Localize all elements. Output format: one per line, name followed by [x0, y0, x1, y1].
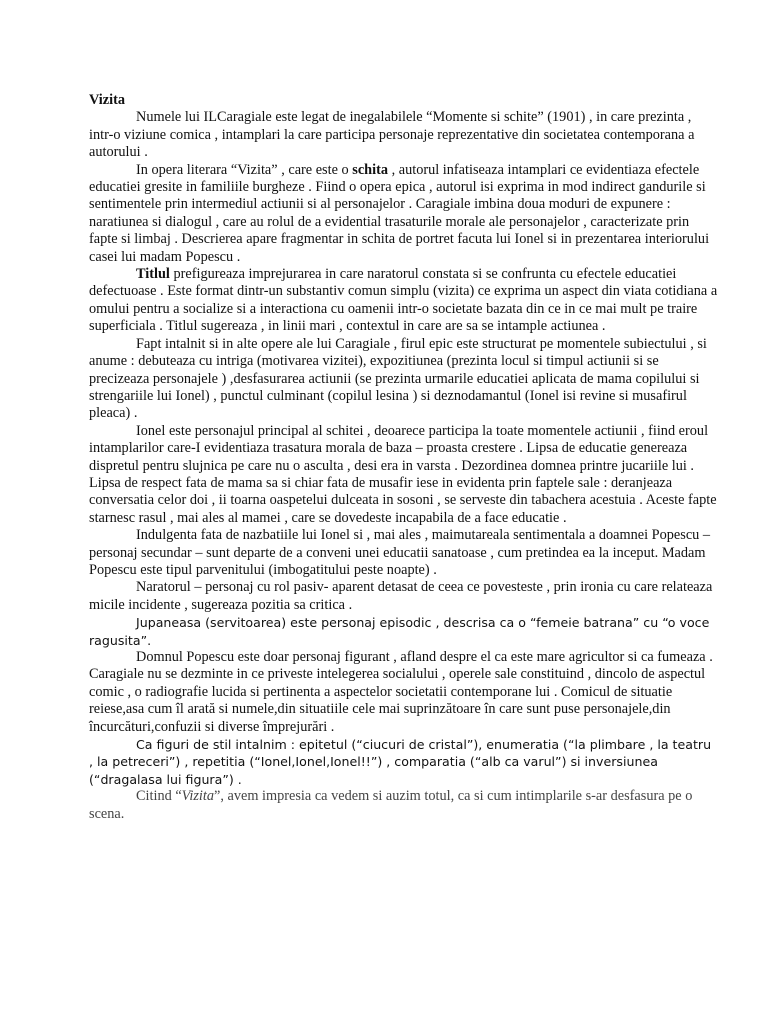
paragraph-genre-text-b: , autorul infatiseaza intamplari ce evidentiaza efectele educatiei gresite in familiile burgheze . Fiind o opera epica , autorul isi exprima in mod indirect gandurile si sentimentele prin intermediul actiunii si al personajelor . Caragiale imbina doua moduri de expunere : naratiunea si dialogul , care au rolul de a evidential trasaturile morale ale personajelor , caracterizate prin fapte si limbaj . Descrierea apare fragmentar in schita de portret facuta lui Ionel si in prezentarea interiorului casei lui madam Popescu . [89, 161, 710, 265]
paragraph-title-text: prefigureaza imprejurarea in care naratorul constata si se confrunta cu efectele educatiei defectuoase . Este format dintr-un substantiv comun simplu (vizita) ce exprima un aspect din viata cotidiana a omului pentru a socialize si a interactiona cu oamenii intr-o societate bazata din ce in ce mai mult pe traire superficiala . Titlul sugereaza , in linii mari , contextul in care are sa se intample actiunea . [89, 266, 718, 335]
paragraph-closing-text-a: Citind “ [136, 788, 182, 805]
paragraph-plot: Fapt intalnit si in alte opere ale lui Caragiale , firul epic este structurat pe momentele subiectului , si anume : debuteaza cu intriga (motivarea vizitei), expozitiunea (prezinta locul si timpul actiunii si se precizeaza personajele ) ,desfasurarea actiunii (se prezinta urmarile educatiei aplicata de mama copilului si strengariile lui Ionel) , punctul culminant (copilul lesina ) si deznodamantul (Ionel isi revine si musafirul pleaca) . [89, 335, 707, 422]
paragraph-narrator: Naratorul – personaj cu rol pasiv- aparent detasat de ceea ce povesteste , prin ironia cu care relateaza micile incidente , sugereaza pozitia sa critica . [89, 579, 713, 613]
paragraph-genre-text-a: In opera literara “Vizita” , care este o [136, 161, 353, 178]
document-body [89, 92, 719, 823]
paragraph-figures-of-speech: Ca figuri de stil intalnim : epitetul (“ciucuri de cristal”), enumeratia (“la plimbare , la teatru , la petreceri”) , repetitia (“Ionel,Ionel,Ionel!!”) , comparatia (“alb ca varul”) si inversiunea (“dragalasa lui figura”) . [89, 737, 712, 787]
paragraph-mr-popescu: Domnul Popescu este doar personaj figurant , afland despre el ca este mare agricultor si ca fumeaza . [136, 649, 713, 665]
paragraph-genre [89, 162, 719, 266]
paragraph-servant: Jupaneasa (servitoarea) este personaj episodic , descrisa ca o “femeie batrana” cu “o voce ragusita”. [89, 615, 710, 648]
paragraph-intro: Numele lui ILCaragiale este legat de inegalabilele “Momente si schite” (1901) , in care prezinta , intr-o viziune comica , intamplari la care participa personaje reprezentative din societatea contemporana a autorului . [89, 109, 695, 161]
paragraph-conclusion: Caragiale nu se dezminte in ce priveste intelegerea socialului , operele sale constituind , dincolo de aspectul comic , o radiografie lucida si pertinenta a aspectelor societatii contemporane lui . Comicul de situatie reiese,asa cum îl arată si numele,din situatiile cele mai suprinzătoare în care sunt puse personajele,din încurcături,confuzii si diverse împrejurări . [89, 666, 706, 735]
paragraph-closing [89, 788, 719, 823]
paragraph-closing-text-b: ”, avem impresia ca vedem si auzim totul, ca si cum intimplarile s-ar desfasura pe o scena. [89, 788, 693, 822]
paragraph-popescu: Indulgenta fata de nazbatiile lui Ionel si , mai ales , maimutareala sentimentala a doamnei Popescu – personaj secundar – sunt departe de a conveni unei educatii sanatoase , cum pretindea ea la inceput. Madam Popescu este tipul parvenitului (imbogatitului peste noapte) . [89, 527, 711, 578]
paragraph-ionel: Ionel este personajul principal al schitei , deoarece participa la toate momentele actiunii , fiind eroul intamplarilor care-I evidentiaza trasatura morala de baza – proasta crestere . Lipsa de educatie genereaza dispretul pentru slujnica pe care nu o asculta , desi era in varsta . Dezordinea domnea printre jucariile lui . Lipsa de respect fata de mama sa si chiar fata de musafir iese in evidenta prin faptele sale : deranjeaza conversatia celor doi , ii toarna oaspetelui dulceata in sosoni , se serveste din tabachera acestuia . Aceste fapte starnesc rasul , mai ales al mamei , care se dovedeste incapabila de a face educatie . [89, 422, 717, 526]
paragraph-genre-bold: schita [352, 161, 388, 178]
paragraph-title-analysis [89, 266, 719, 336]
paragraph-title-bold: Titlul [136, 266, 170, 283]
document-title: Vizita [89, 92, 125, 108]
paragraph-closing-italic: Vizita [181, 788, 214, 805]
